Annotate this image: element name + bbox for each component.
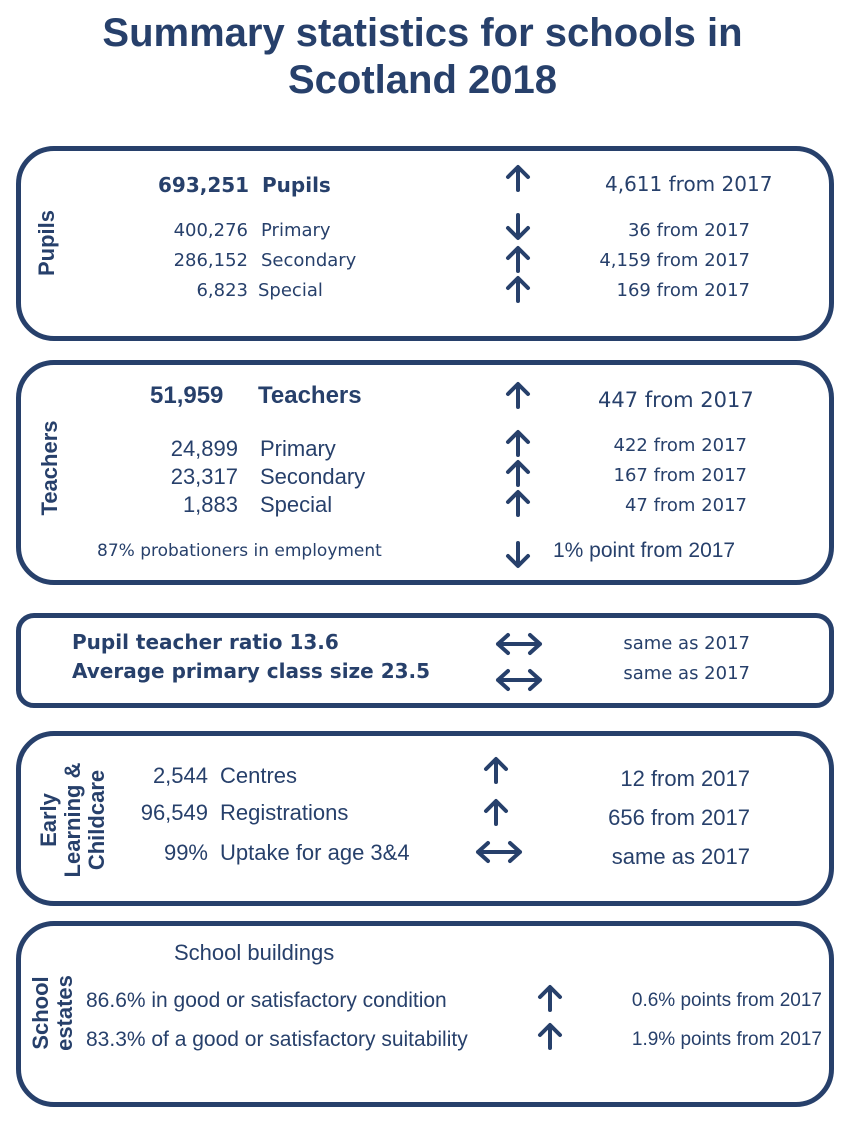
arrow-up-icon	[537, 1021, 563, 1051]
estates-suitability-text: 83.3% of a good or satisfactory suitability	[86, 1028, 468, 1051]
estates-label-line-1: School	[28, 976, 53, 1050]
arrow-up-icon	[505, 428, 531, 458]
elc-label-line-1: Early	[36, 793, 61, 847]
pupils-primary-label: Primary	[261, 220, 331, 241]
teachers-primary-change: 422 from 2017	[613, 435, 747, 456]
teachers-special-label: Special	[260, 492, 333, 517]
double-arrow-icon	[493, 632, 545, 656]
teachers-total-value: 51,959	[150, 382, 224, 409]
pupils-total-label: Pupils	[262, 173, 331, 197]
elc-registrations-value: 96,549	[140, 800, 208, 825]
estates-condition-text: 86.6% in good or satisfactory condition	[86, 989, 447, 1012]
arrow-up-icon	[505, 244, 531, 274]
elc-section-label	[37, 763, 109, 878]
pupils-section-label: Pupils	[34, 209, 59, 277]
elc-centres-label: Centres	[220, 763, 298, 788]
elc-registrations-change: 656 from 2017	[608, 805, 750, 830]
arrow-up-icon	[505, 458, 531, 488]
arrow-down-icon	[505, 540, 531, 570]
pupil-teacher-ratio-change: same as 2017	[623, 633, 750, 654]
elc-registrations-label: Registrations	[220, 800, 349, 825]
probationers-change: 1% point from 2017	[553, 539, 736, 562]
arrow-up-icon	[483, 797, 509, 827]
elc-centres-value: 2,544	[152, 763, 208, 788]
teachers-secondary-label: Secondary	[260, 464, 366, 489]
title-line-1: Summary statistics for schools in	[102, 11, 743, 55]
teachers-special-change: 47 from 2017	[624, 495, 747, 516]
arrow-up-icon	[505, 488, 531, 518]
estates-condition-change: 0.6% points from 2017	[631, 990, 822, 1011]
arrow-down-icon	[505, 212, 531, 242]
pupils-primary-value: 400,276	[173, 220, 248, 241]
estates-label-line-2: estates	[52, 975, 77, 1051]
arrow-up-icon	[505, 163, 531, 193]
elc-label-line-2: Learning &	[60, 762, 85, 878]
arrow-up-icon	[505, 274, 531, 304]
teachers-total-change: 447 from 2017	[598, 388, 754, 412]
title-line-2: Scotland 2018	[287, 58, 557, 102]
pupils-special-label: Special	[258, 280, 323, 301]
pupils-primary-change: 36 from 2017	[627, 220, 750, 241]
pupils-special-change: 169 from 2017	[616, 280, 750, 301]
pupils-secondary-label: Secondary	[261, 250, 357, 271]
arrow-up-icon	[483, 755, 509, 785]
elc-uptake-label: Uptake for age 3&4	[220, 840, 410, 865]
pupil-teacher-ratio: Pupil teacher ratio 13.6	[72, 630, 339, 654]
double-arrow-icon	[473, 840, 525, 864]
teachers-total-label: Teachers	[258, 382, 362, 409]
pupils-secondary-change: 4,159 from 2017	[599, 250, 750, 271]
estates-suitability-change: 1.9% points from 2017	[631, 1029, 822, 1050]
teachers-primary-value: 24,899	[170, 436, 238, 461]
elc-uptake-change: same as 2017	[611, 844, 750, 869]
pupils-total-change: 4,611 from 2017	[605, 172, 773, 196]
estates-panel	[16, 921, 834, 1107]
primary-class-size-change: same as 2017	[623, 663, 750, 684]
arrow-up-icon	[537, 983, 563, 1013]
estates-heading: School buildings	[174, 940, 335, 965]
teachers-section-label: Teachers	[37, 420, 62, 516]
probationers-text: 87% probationers in employment	[97, 541, 382, 561]
arrow-up-icon	[505, 380, 531, 410]
pupils-secondary-value: 286,152	[173, 250, 248, 271]
primary-class-size: Average primary class size 23.5	[72, 659, 431, 683]
pupils-total-value: 693,251	[158, 173, 250, 197]
elc-label-line-3: Childcare	[84, 769, 109, 871]
pupils-special-value: 6,823	[196, 280, 248, 301]
teachers-primary-label: Primary	[260, 436, 336, 461]
elc-centres-change: 12 from 2017	[620, 766, 750, 791]
page-title	[0, 10, 845, 104]
elc-uptake-value: 99%	[163, 840, 208, 865]
teachers-secondary-value: 23,317	[170, 464, 238, 489]
double-arrow-icon	[493, 668, 545, 692]
teachers-secondary-change: 167 from 2017	[613, 465, 747, 486]
teachers-special-value: 1,883	[182, 492, 238, 517]
estates-section-label	[29, 975, 77, 1051]
